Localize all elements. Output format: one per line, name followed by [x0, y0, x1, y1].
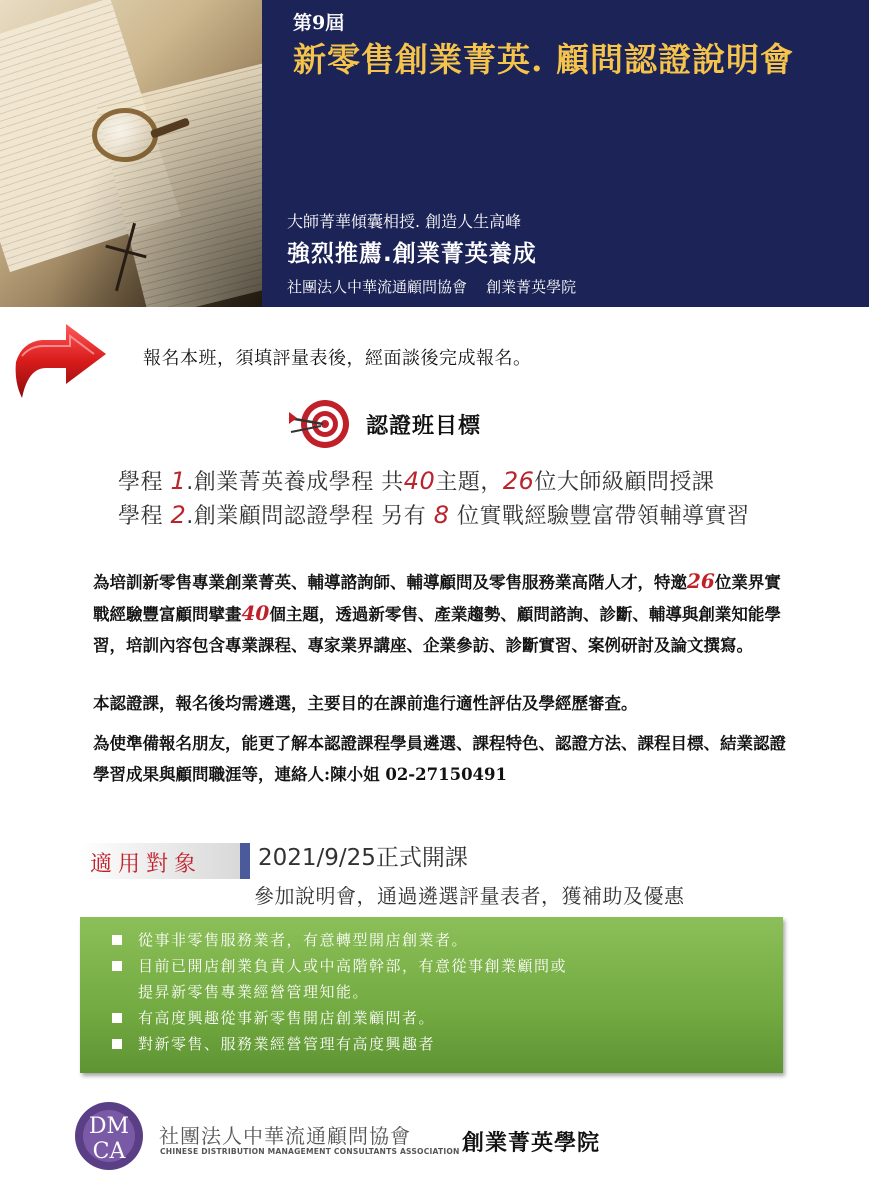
event-title: 新零售創業菁英. 顧問認證說明會	[293, 40, 794, 79]
svg-text:DM: DM	[88, 1114, 130, 1139]
list-item: 對新零售、服務業經營管理有高度興趣者	[112, 1031, 567, 1057]
square-bullet-icon	[112, 1013, 122, 1023]
recommendation-heading: 強烈推薦.創業菁英養成	[287, 241, 537, 267]
tagline: 大師菁華傾囊相授. 創造人生高峰	[287, 212, 522, 231]
goal-heading: 認證班目標	[366, 414, 482, 439]
footer-org-name: 社團法人中華流通顧問協會	[159, 1124, 411, 1148]
list-item: 從事非零售服務業者，有意轉型開店創業者。	[112, 927, 567, 953]
edition-label: 第9屆	[293, 12, 345, 34]
selection-paragraph: 本認證課，報名後均需遴選，主要目的在課前進行適性評估及學經歷審查。	[93, 694, 638, 713]
list-item: 目前已開店創業負責人或中高階幹部，有意從事創業顧問或	[112, 953, 567, 979]
program-1-line: 學程 1.創業菁英養成學程 共40主題，26位大師級顧問授課	[118, 467, 715, 495]
audience-list-box	[80, 917, 783, 1073]
header-banner	[0, 0, 869, 307]
list-item: 有高度興趣從事新零售開店創業顧問者。	[112, 1005, 567, 1031]
square-bullet-icon	[112, 1039, 122, 1049]
square-bullet-icon	[112, 961, 122, 971]
program-2-line: 學程 2.創業顧問認證學程 另有 8 位實戰經驗豐富帶領輔導實習	[118, 501, 750, 529]
start-date: 2021/9/25正式開課	[258, 845, 468, 871]
registration-note: 報名本班，須填評量表後，經面談後完成報名。	[143, 348, 532, 369]
organizer-line: 社團法人中華流通顧問協會 創業菁英學院	[287, 278, 577, 296]
book-magnifier-photo	[0, 0, 262, 307]
audience-tag: 適用對象	[80, 843, 250, 879]
dmca-logo	[68, 1100, 150, 1172]
target-icon	[287, 398, 349, 450]
footer-school-name: 創業菁英學院	[462, 1131, 601, 1156]
contact-paragraph: 為使準備報名朋友，能更了解本認證課程學員遴選、課程特色、認證方法、課程目標、結業認證學習成果與顧問職涯等，連絡人:陳小姐 02-27150491	[93, 734, 786, 784]
footer-org-english: CHINESE DISTRIBUTION MANAGEMENT CONSULTANTS ASSOCIATION	[160, 1147, 460, 1156]
square-bullet-icon	[112, 935, 122, 945]
subsidy-note: 參加說明會，通過遴選評量表者，獲補助及優惠	[254, 884, 685, 908]
list-item-continuation: 提昇新零售專業經營管理知能。	[138, 983, 370, 1001]
red-arrow-icon	[12, 322, 108, 404]
svg-text:CA: CA	[92, 1139, 126, 1164]
intro-paragraph: 為培訓新零售專業創業菁英、輔導諮詢師、輔導顧問及零售服務業高階人才，特邀26位業界實戰經驗豐富顧問擘畫40個主題，透過新零售、產業趨勢、顧問諮詢、診斷、輔導與創業知能學習，培訓內容包含專業課程、專家業界講座、企業參訪、診斷實習、案例研討及論文撰寫。	[93, 569, 781, 655]
